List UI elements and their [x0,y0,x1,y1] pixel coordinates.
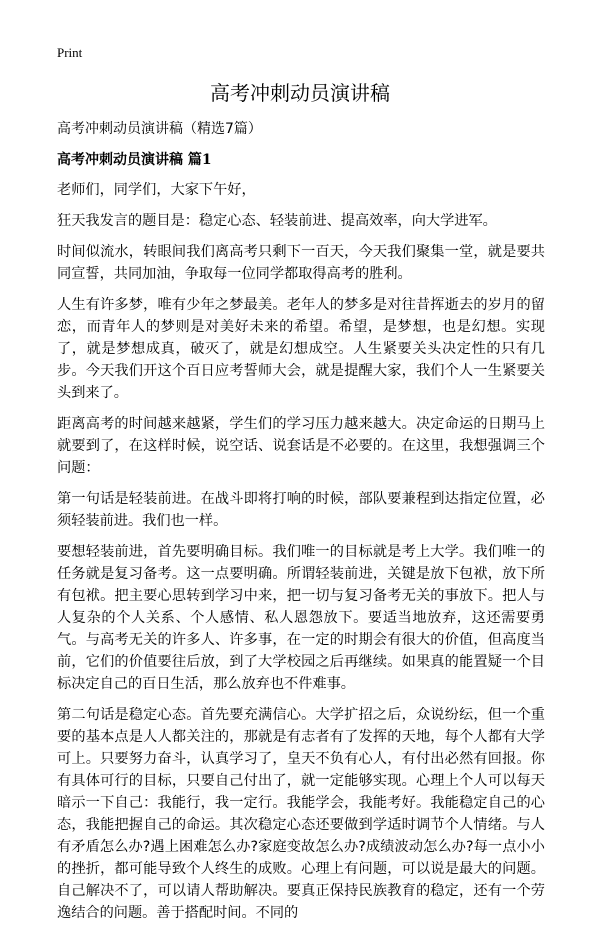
topic-paragraph: 狂天我发言的题目是：稳定心态、轻装前进、提高效率，向大学进军。 [57,213,497,229]
print-link[interactable]: Print [57,45,83,60]
body-paragraph: 人生有许多梦，唯有少年之梦最美。老年人的梦多是对往昔挥逝去的岁月的留恋，而青年人的梦则是对美好未来的希望。希望，是梦想，也是幻想。实现了，就是梦想成真，破灭了，就是幻想成空。人生紧要关头决定性的只有几步。今天我们开这个百日应考誓师大会，就是提醒大家，我们个人一生紧要关头到来了。 [57,297,545,401]
greeting-paragraph: 老师们，同学们，大家下午好， [57,182,256,198]
section-heading: 高考冲刺动员演讲稿 篇1 [57,152,212,168]
document-title: 高考冲刺动员演讲稿 [210,81,390,105]
body-paragraph: 要想轻装前进，首先要明确目标。我们唯一的目标就是考上大学。我们唯一的任务就是复习备考。这一点要明确。所谓轻装前进，关键是放下包袱，放下所有包袱。把主要心思转到学习中来，把一切与复习备考无关的事放下。把人与人复杂的个人关系、个人感情、私人恩怨放下。要适当地放弃，这还需要勇气。与高考无关的许多人、许多事，在一定的时期会有很大的价值，但高度当前，它们的价值要往后放，到了大学校园之后再继续。如果真的能置疑一个目标决定自己的百日生活，那么放弃也不件难事。 [57,544,545,692]
body-paragraph: 第一句话是轻装前进。在战斗即将打响的时候，部队要兼程到达指定位置，必须轻装前进。我们也一样。 [57,491,545,529]
body-paragraph: 时间似流水，转眼间我们离高考只剩下一百天，今天我们聚集一堂，就是要共同宣誓，共同加油，争取每一位同学都取得高考的胜利。 [57,244,545,282]
body-paragraph: 第二句话是稳定心态。首先要充满信心。大学扩招之后，众说纷纭，但一个重要的基本点是人人都关注的，那就是有志者有了发挥的天地，每个人都有大学可上。只要努力奋斗，认真学习了，皇天不负有心人，有付出必然有回报。你有具体可行的目标，只要自己付出了，就一定能够实现。心理上个人可以每天暗示一下自己：我能行，我一定行。我能学会，我能考好。我能稳定自己的心态，我能把握自己的命运。其次稳定心态还要做到学适时调节个人情绪。与人有矛盾怎么办?遇上困难怎么办?家庭变故怎么办?成绩波动怎么办?每一点小小的挫折，都可能导致个人终生的成败。心理上有问题，可以说是最大的问题。自己解决不了，可以请人帮助解决。要真正保持民族教育的稳定，还有一个劳逸结合的问题。善于搭配时间。不同的 [57,707,545,921]
document-subtitle: 高考冲刺动员演讲稿（精选7篇） [57,121,262,137]
article-body [57,179,545,933]
body-paragraph: 距离高考的时间越来越紧，学生们的学习压力越来越大。决定命运的日期马上就要到了，在这样时候，说空话、说套话是不必要的。在这里，我想强调三个问题： [57,416,545,476]
